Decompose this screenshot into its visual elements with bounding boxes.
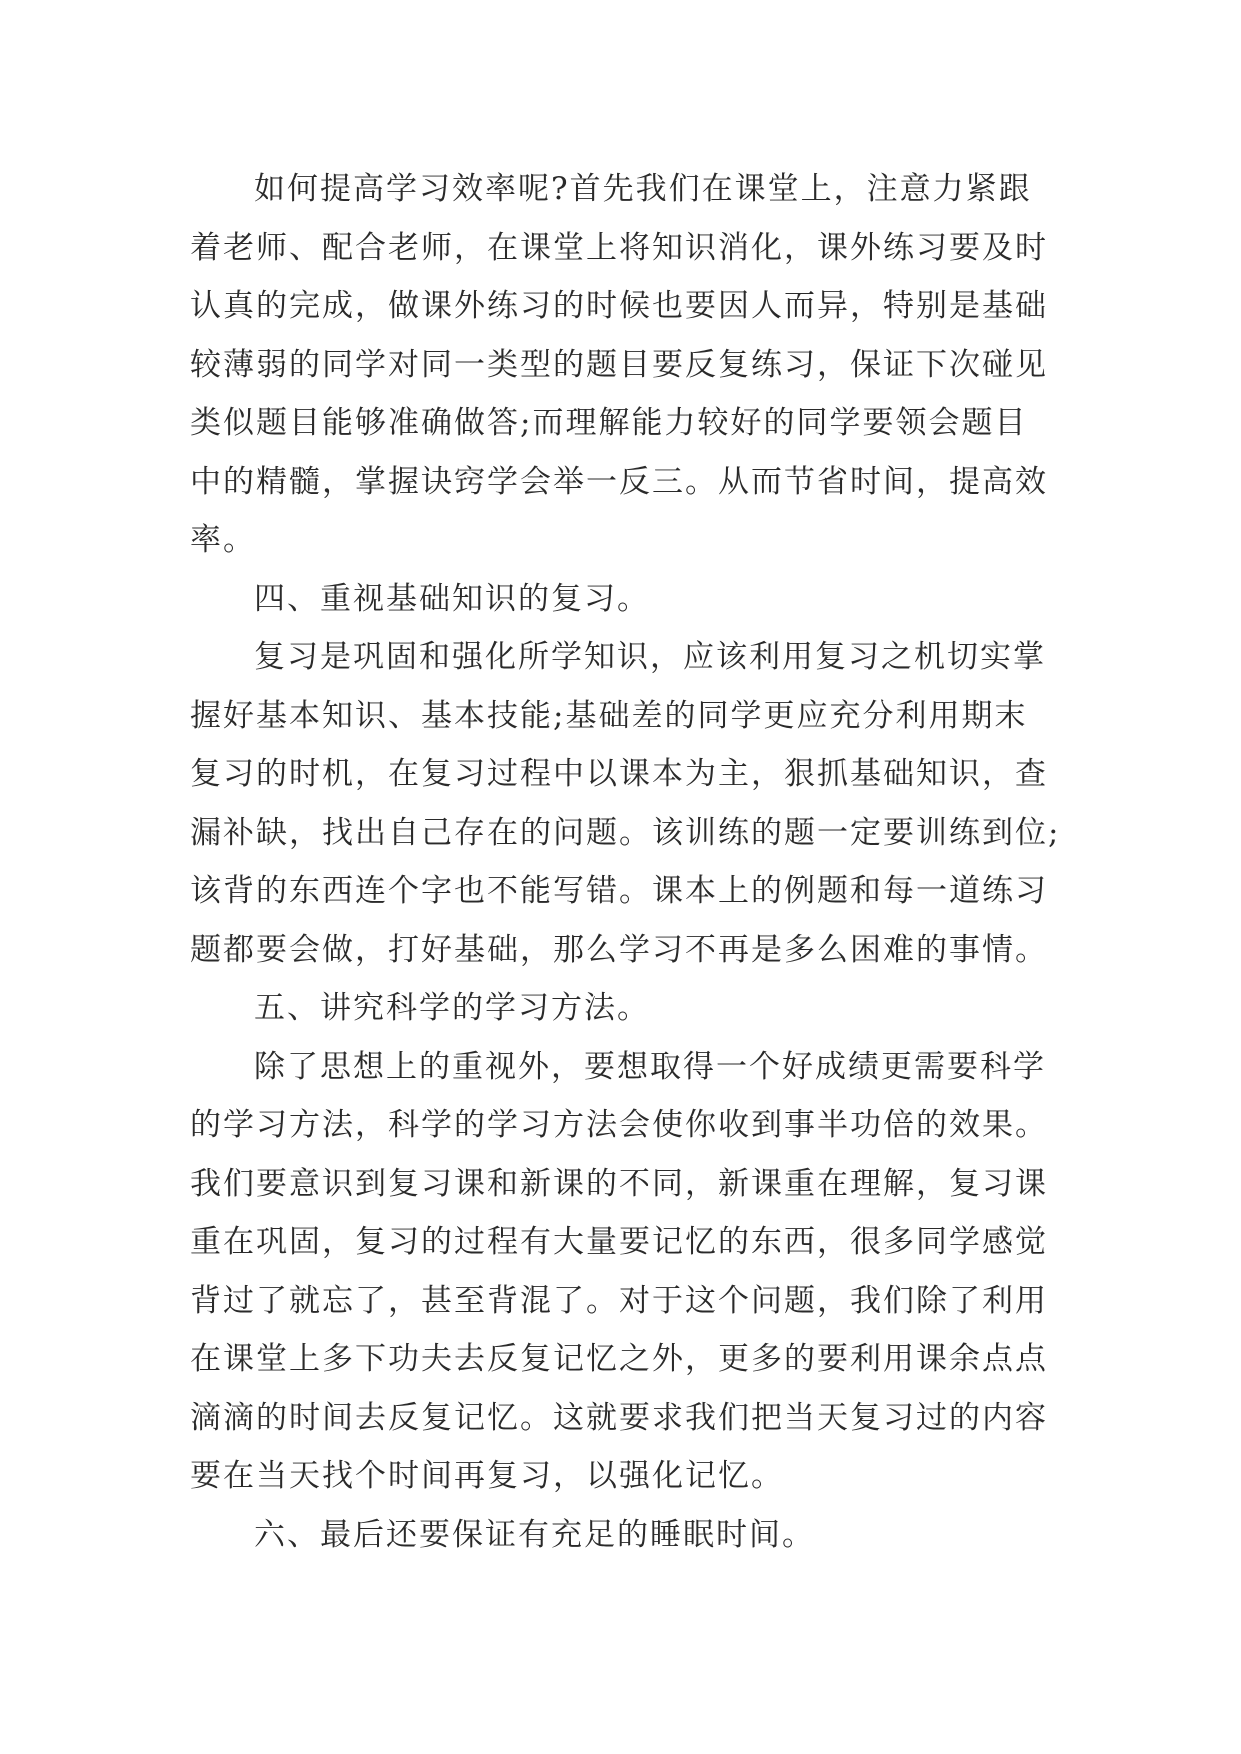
paragraph-line: 率。 [190,522,256,558]
section-heading: 四、重视基础知识的复习。 [254,580,650,617]
paragraph-line: 该背的东西连个字也不能写错。课本上的例题和每一道练习 [190,873,1048,909]
body-text [190,160,1080,1564]
paragraph-line: 较薄弱的同学对同一类型的题目要反复练习，保证下次碰见 [190,346,1048,383]
paragraph-line: 着老师、配合老师，在课堂上将知识消化，课外练习要及时 [190,229,1048,266]
paragraph-line: 滴滴的时间去反复记忆。这就要求我们把当天复习过的内容 [190,1399,1048,1436]
section-heading: 六、最后还要保证有充足的睡眠时间。 [254,1516,815,1553]
paragraph-line: 我们要意识到复习课和新课的不同，新课重在理解，复习课 [190,1165,1048,1202]
paragraph-line: 握好基本知识、基本技能;基础差的同学更应充分利用期末 [190,697,1028,734]
paragraph-line: 如何提高学习效率呢?首先我们在课堂上，注意力紧跟 [254,171,1032,207]
paragraph-line: 除了思想上的重视外，要想取得一个好成绩更需要科学 [254,1048,1046,1085]
paragraph-line: 复习是巩固和强化所学知识，应该利用复习之机切实掌 [254,639,1046,675]
paragraph-line: 中的精髓，掌握诀窍学会举一反三。从而节省时间，提高效 [190,463,1048,500]
paragraph-line: 认真的完成，做课外练习的时候也要因人而异，特别是基础 [190,288,1048,324]
paragraph-line: 漏补缺，找出自己存在的问题。该训练的题一定要训练到位; [190,814,1061,851]
paragraph-line: 背过了就忘了，甚至背混了。对于这个问题，我们除了利用 [190,1282,1048,1319]
paragraph-line: 要在当天找个时间再复习，以强化记忆。 [190,1458,784,1494]
paragraph-line: 在课堂上多下功夫去反复记忆之外，更多的要利用课余点点 [190,1341,1048,1377]
paragraph-line: 重在巩固，复习的过程有大量要记忆的东西，很多同学感觉 [190,1224,1048,1260]
section-heading: 五、讲究科学的学习方法。 [254,990,650,1026]
paragraph-line: 题都要会做，打好基础，那么学习不再是多么困难的事情。 [190,931,1048,968]
paragraph-line: 类似题目能够准确做答;而理解能力较好的同学要领会题目 [190,405,1028,441]
paragraph-line: 的学习方法，科学的学习方法会使你收到事半功倍的效果。 [190,1107,1048,1143]
paragraph-line: 复习的时机，在复习过程中以课本为主，狠抓基础知识，查 [190,756,1048,792]
